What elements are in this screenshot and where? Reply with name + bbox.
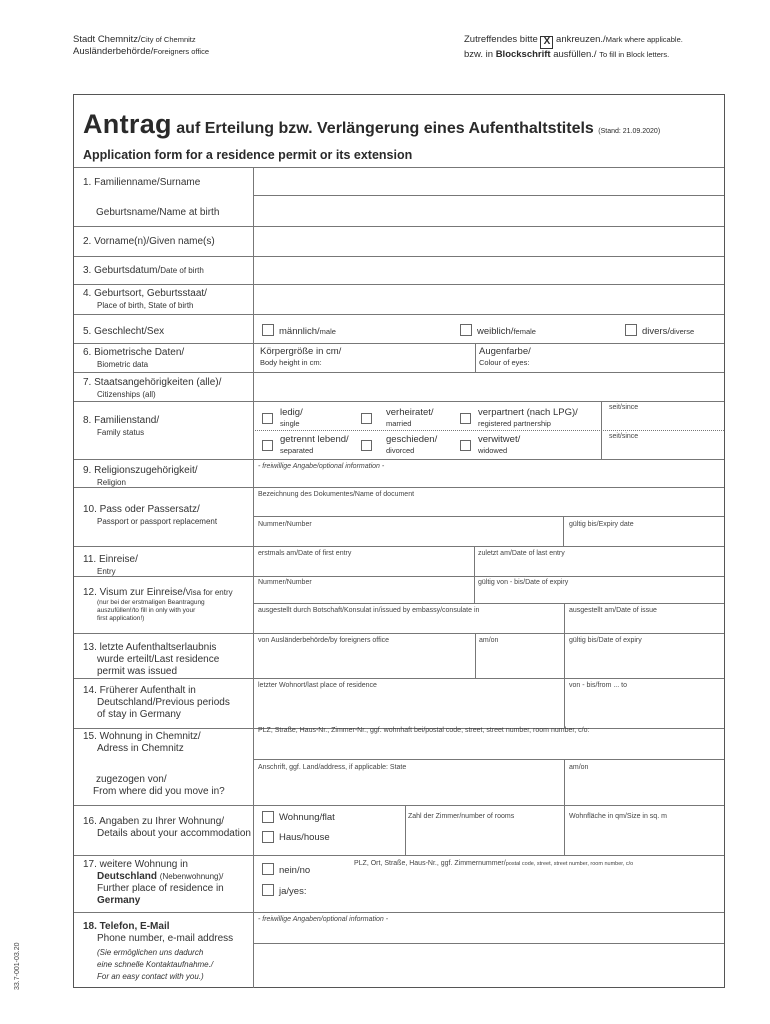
partnership-label-en: registered partnership xyxy=(478,419,551,428)
further-address-label: PLZ, Ort, Straße, Haus-Nr., ggf. Zimmernummer/ xyxy=(354,860,506,867)
visa-issued-by-label: ausgestellt durch Botschaft/Konsulat in/issued by embassy/consulate in xyxy=(258,607,480,614)
flat-label: Wohnung/flat xyxy=(279,812,335,823)
pob-field[interactable] xyxy=(255,285,723,313)
widowed-label-en: widowed xyxy=(478,446,508,455)
instr-text-en: To fill in Block letters. xyxy=(599,50,670,59)
label-family-status: 8. Familienstand/ xyxy=(83,415,160,426)
label-birth-name: Geburtsname/Name at birth xyxy=(96,207,220,218)
male-checkbox[interactable] xyxy=(262,324,274,336)
diverse-label-en: diverse xyxy=(669,327,695,336)
form-title xyxy=(83,109,660,140)
label-previous-stay-en: of stay in Germany xyxy=(97,709,181,720)
title-main: Antrag xyxy=(83,109,172,139)
eyes-label: Augenfarbe/ xyxy=(479,346,531,357)
partnership-checkbox[interactable] xyxy=(460,413,471,424)
single-label-en: single xyxy=(280,419,300,428)
contact-note: For an easy contact with you.) xyxy=(97,972,204,981)
yes-label: ja/yes: xyxy=(279,886,307,897)
label-passport: 10. Pass oder Passersatz/ xyxy=(83,504,200,515)
label-citizenship: 7. Staatsangehörigkeiten (alle)/ xyxy=(83,377,222,388)
divorced-label: geschieden/ xyxy=(386,434,438,445)
moved-date-label: am/on xyxy=(569,764,589,771)
married-checkbox[interactable] xyxy=(361,413,372,424)
instr-text: Zutreffendes bitte xyxy=(464,34,538,45)
fill-instructions xyxy=(464,34,683,61)
label-last-permit: wurde erteilt/ xyxy=(97,654,155,665)
label-last-permit-en: Last residence xyxy=(154,654,220,665)
form-code: 33.7-001-03.20 xyxy=(14,942,21,990)
label-previous-stay: 14. Früherer Aufenthalt in xyxy=(83,685,196,696)
diverse-checkbox[interactable] xyxy=(625,324,637,336)
male-label: männlich/ xyxy=(279,326,320,337)
permit-date-label: am/on xyxy=(479,637,499,644)
divorced-checkbox[interactable] xyxy=(361,440,372,451)
x-mark-icon: X xyxy=(540,36,553,49)
label-religion: 9. Religionszugehörigkeit/ xyxy=(83,465,198,476)
label-dob-en: Date of birth xyxy=(160,266,204,275)
label-contact: 18. Telefon, E-Mail xyxy=(83,921,170,932)
visa-validity-label: gültig von - bis/Date of expiry xyxy=(478,579,569,586)
visa-issue-date-label: ausgestellt am/Date of issue xyxy=(569,607,657,614)
single-checkbox[interactable] xyxy=(262,413,273,424)
partnership-label: verpartnert (nach LPG)/ xyxy=(478,407,578,418)
label-last-permit-en: permit was issued xyxy=(97,666,178,677)
size-label: Wohnfläche in qm/Size in sq. m xyxy=(569,813,667,820)
label-further-residence: (Nebenwohnung)/ xyxy=(159,872,224,881)
label-further-residence-en: Germany xyxy=(97,895,141,906)
no-checkbox[interactable] xyxy=(262,863,274,875)
label-religion-en: Religion xyxy=(97,478,126,487)
house-checkbox[interactable] xyxy=(262,831,274,843)
label-family-status-en: Family status xyxy=(97,428,145,437)
no-label: nein/no xyxy=(279,865,311,876)
label-visa-en: Visa for entry xyxy=(185,588,233,597)
height-label: Körpergröße in cm/ xyxy=(260,346,342,357)
label-surname: 1. Familienname/Surname xyxy=(83,177,201,188)
citizenship-field[interactable] xyxy=(255,373,723,400)
rooms-label: Zahl der Zimmer/number of rooms xyxy=(408,813,515,820)
label-previous-stay-en: Previous periods xyxy=(155,697,230,708)
instr-bold: Blockschrift xyxy=(495,49,551,60)
title-rest: auf Erteilung bzw. Verlängerung eines Aufenthaltstitels xyxy=(176,120,594,137)
female-label-en: female xyxy=(513,327,536,336)
diverse-label: divers/ xyxy=(642,326,670,337)
label-accommodation-en: Details about your accommodation xyxy=(97,828,251,839)
last-entry-label: zuletzt am/Date of last entry xyxy=(478,550,565,557)
female-checkbox[interactable] xyxy=(460,324,472,336)
divorced-label-en: divorced xyxy=(386,446,415,455)
female-label: weiblich/ xyxy=(477,326,514,337)
separated-label-en: separated xyxy=(280,446,314,455)
label-entry-en: Entry xyxy=(97,567,116,576)
label-visa: 12. Visum zur Einreise/ xyxy=(83,587,186,598)
yes-checkbox[interactable] xyxy=(262,884,274,896)
contact-note: eine schnelle Kontaktaufnahme./ xyxy=(97,960,214,969)
label-passport-en: Passport or passport replacement xyxy=(97,517,218,526)
house-label: Haus/house xyxy=(279,832,330,843)
widowed-checkbox[interactable] xyxy=(460,440,471,451)
period-label: von - bis/from ... to xyxy=(569,682,627,689)
first-entry-label: erstmals am/Date of first entry xyxy=(258,550,352,557)
label-further-residence: Deutschland xyxy=(97,871,158,882)
optional-note: - freiwillige Angaben/optional information - xyxy=(258,916,389,923)
label-address-chemnitz: 15. Wohnung in Chemnitz/ xyxy=(83,731,201,742)
title-date: (Stand: 21.09.2020) xyxy=(598,128,661,135)
address-format-label: PLZ, Straße, Haus-Nr., Zimmer-Nr., ggf. wohnhaft bei/postal code, street, street number, room number, c/o: xyxy=(258,727,590,734)
label-further-residence: 17. weitere Wohnung in xyxy=(83,859,188,870)
given-names-field[interactable] xyxy=(255,227,723,255)
label-dob: 3. Geburtsdatum/ xyxy=(83,265,161,276)
city-name-en: City of Chemnitz xyxy=(140,35,196,44)
birth-name-field[interactable] xyxy=(255,196,723,225)
label-given-names: 2. Vorname(n)/Given name(s) xyxy=(83,236,215,247)
label-pob: 4. Geburtsort, Geburtsstaat/ xyxy=(83,288,207,299)
visa-note: auszufüllen!/to fill in only with your xyxy=(97,607,196,614)
issuer xyxy=(73,34,209,58)
since-label: seit/since xyxy=(609,404,639,411)
separated-label: getrennt lebend/ xyxy=(280,434,349,445)
height-label-en: Body height in cm: xyxy=(260,358,322,367)
permit-office-label: von Ausländerbehörde/by foreigners office xyxy=(258,637,390,644)
male-label-en: male xyxy=(319,327,336,336)
since-label: seit/since xyxy=(609,433,639,440)
office-name: Ausländerbehörde/ xyxy=(73,46,154,57)
label-biometric: 6. Biometrische Daten/ xyxy=(83,347,185,358)
form-subtitle: Application form for a residence permit or its extension xyxy=(83,148,413,162)
flat-checkbox[interactable] xyxy=(262,811,274,823)
moved-from-address-label: Anschrift, ggf. Land/address, if applicable: State xyxy=(258,764,407,771)
dob-field[interactable] xyxy=(255,257,723,283)
permit-expiry-label: gültig bis/Date of expiry xyxy=(569,637,642,644)
label-sex: 5. Geschlecht/Sex xyxy=(83,326,165,337)
contact-note: (Sie ermöglichen uns dadurch xyxy=(97,948,204,957)
label-last-permit: 13. letzte Aufenthaltserlaubnis xyxy=(83,642,217,653)
married-label-en: married xyxy=(386,419,412,428)
last-residence-label: letzter Wohnort/last place of residence xyxy=(258,682,377,689)
doc-name-label: Bezeichnung des Dokumentes/Name of document xyxy=(258,491,415,498)
city-name: Stadt Chemnitz/ xyxy=(73,34,141,45)
label-contact-en: Phone number, e-mail address xyxy=(97,933,234,944)
further-address-label-en: postal code, street, street number, room number, c/o xyxy=(505,861,634,867)
optional-note: - freiwillige Angabe/optional information - xyxy=(258,463,385,470)
application-form xyxy=(73,94,725,988)
visa-note: first application!) xyxy=(97,615,145,622)
label-entry: 11. Einreise/ xyxy=(83,554,138,565)
label-further-residence-en: Further place of residence in xyxy=(97,883,224,894)
instr-text: ankreuzen./ xyxy=(556,34,606,45)
visa-number-label: Nummer/Number xyxy=(258,579,312,586)
label-previous-stay: Deutschland/ xyxy=(97,697,156,708)
doc-expiry-label: gültig bis/Expiry date xyxy=(569,521,634,528)
doc-number-label: Nummer/Number xyxy=(258,521,312,528)
label-pob-en: Place of birth, State of birth xyxy=(97,301,194,310)
married-label: verheiratet/ xyxy=(386,407,434,418)
label-moved-from: zugezogen von/ xyxy=(96,774,167,785)
label-address-chemnitz-en: Adress in Chemnitz xyxy=(97,743,184,754)
instr-text: bzw. in xyxy=(464,49,494,60)
label-accommodation: 16. Angaben zu Ihrer Wohnung/ xyxy=(83,816,225,827)
instr-text-en: Mark where applicable. xyxy=(605,35,683,44)
eyes-label-en: Colour of eyes: xyxy=(479,358,530,367)
visa-note: (nur bei der erstmaligen Beantragung xyxy=(97,599,205,606)
label-biometric-en: Biometric data xyxy=(97,360,149,369)
label-citizenship-en: Citizenships (all) xyxy=(97,390,156,399)
separated-checkbox[interactable] xyxy=(262,440,273,451)
label-moved-from-en: From where did you move in? xyxy=(93,786,225,797)
instr-text: ausfüllen./ xyxy=(553,49,597,60)
contact-field[interactable] xyxy=(255,944,723,987)
surname-field[interactable] xyxy=(255,168,723,194)
office-name-en: Foreigners office xyxy=(153,47,210,56)
single-label: ledig/ xyxy=(280,407,303,418)
widowed-label: verwitwet/ xyxy=(478,434,521,445)
